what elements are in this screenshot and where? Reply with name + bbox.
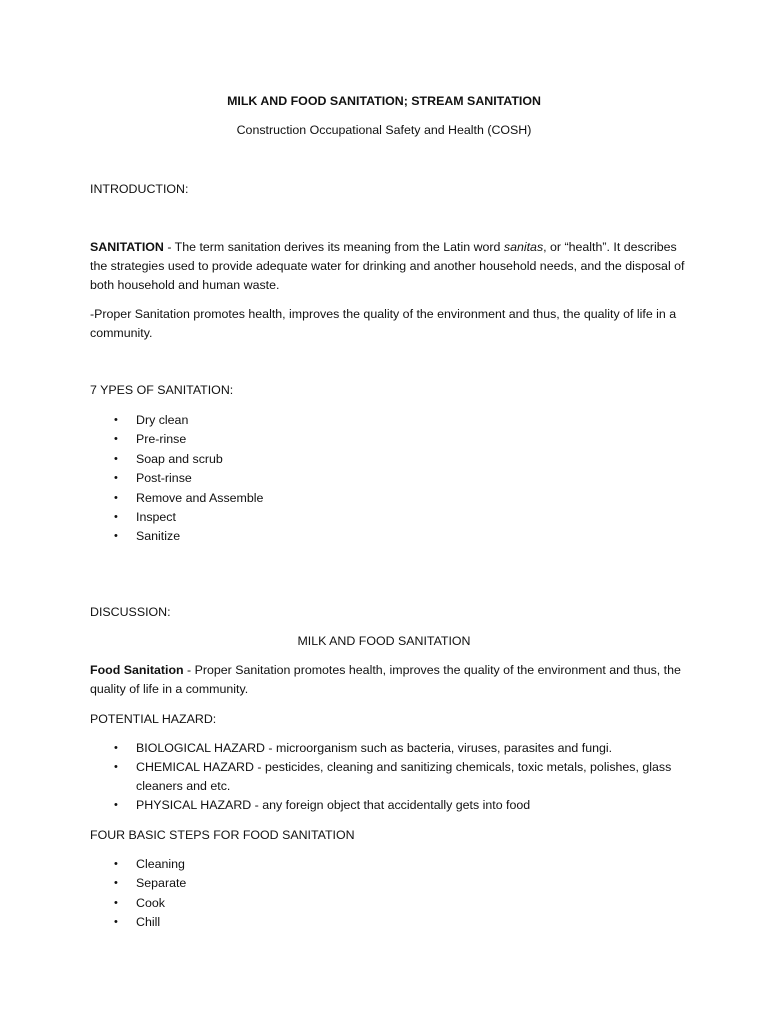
list-item: • PHYSICAL HAZARD - any foreign object that accidentally gets into food — [90, 796, 690, 815]
sanitation-latin-word: sanitas — [503, 240, 544, 254]
list-item: • Soap and scrub — [90, 450, 690, 469]
food-sanitation-term: Food Sanitation — [90, 663, 184, 677]
steps-heading: FOUR BASIC STEPS FOR FOOD SANITATION — [90, 828, 355, 842]
document-title: MILK AND FOOD SANITATION; STREAM SANITATION — [227, 94, 541, 108]
document-subtitle: Construction Occupational Safety and Health (COSH) — [236, 123, 532, 137]
list-item: • Pre-rinse — [90, 430, 690, 449]
food-sanitation-def: - Proper Sanitation promotes health, improves the quality of the environment and thus, the quality of life in a community. — [90, 663, 681, 696]
bullet-icon: • — [114, 414, 118, 426]
bullet-icon: • — [114, 916, 118, 929]
bullet-icon: • — [114, 530, 118, 543]
hazard-list — [90, 739, 690, 815]
list-item: • Separate — [90, 874, 690, 893]
list-item: • Cleaning — [90, 855, 690, 874]
list-item: • Sanitize — [90, 527, 690, 546]
introduction-heading: INTRODUCTION: — [90, 182, 189, 196]
bullet-icon: • — [114, 858, 118, 870]
bullet-icon: • — [114, 877, 118, 890]
discussion-heading: DISCUSSION: — [90, 605, 171, 619]
types-heading: 7 YPES OF SANITATION: — [90, 383, 234, 397]
bullet-icon: • — [114, 742, 118, 754]
sanitation-term: SANITATION — [90, 240, 164, 254]
bullet-icon: • — [114, 761, 118, 773]
list-item: • Chill — [90, 913, 690, 932]
list-item: • Dry clean — [90, 411, 690, 430]
list-item: • Inspect — [90, 508, 690, 527]
bullet-icon: • — [114, 896, 118, 909]
proper-sanitation-paragraph: -Proper Sanitation promotes health, improves the quality of the environment and thus, the quality of life in a community. — [90, 307, 677, 340]
sanitation-def-part1: - The term sanitation derives its meaning from the Latin word — [163, 240, 504, 254]
bullet-icon: • — [114, 433, 118, 446]
food-steps-list — [90, 855, 690, 933]
list-item: • Remove and Assemble — [90, 489, 690, 508]
bullet-icon: • — [114, 491, 118, 504]
sanitation-types-list — [90, 411, 690, 547]
sanitation-def-part2: , or “health”. It describes the strategies used to provide adequate water for drinking and another household needs, and the disposal of both household and human waste. — [90, 240, 685, 292]
sanitation-definition — [90, 238, 686, 295]
list-item: • BIOLOGICAL HAZARD - microorganism such as bacteria, viruses, parasites and fungi. — [90, 739, 690, 758]
food-sanitation-paragraph — [90, 661, 686, 699]
list-item: • Cook — [90, 894, 690, 913]
list-item: • CHEMICAL HAZARD - pesticides, cleaning and sanitizing chemicals, toxic metals, polishes, glass cleaners and etc. — [114, 760, 672, 793]
hazard-heading: POTENTIAL HAZARD: — [90, 712, 217, 726]
bullet-icon: • — [114, 472, 118, 485]
bullet-icon: • — [114, 511, 118, 524]
list-item: • Post-rinse — [90, 469, 690, 488]
bullet-icon: • — [114, 799, 118, 811]
bullet-icon: • — [114, 452, 118, 465]
milk-food-heading: MILK AND FOOD SANITATION — [297, 634, 471, 648]
